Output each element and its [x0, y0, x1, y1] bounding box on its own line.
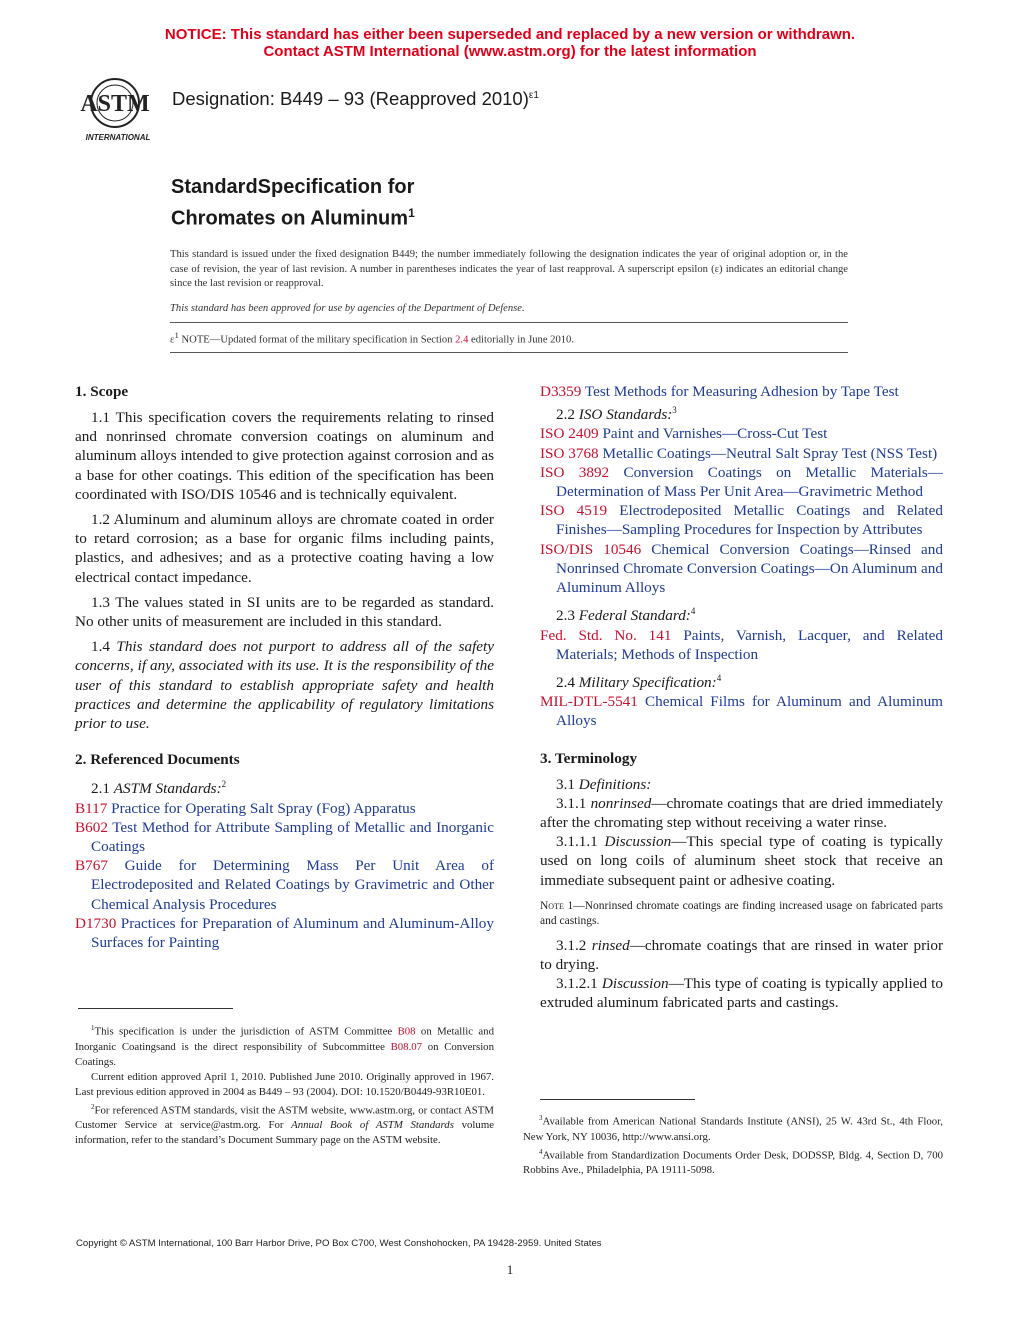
- ref-iso-4519-code[interactable]: ISO 4519: [540, 502, 608, 520]
- eps-note-pre: NOTE—Updated format of the military specification in Section: [178, 334, 456, 346]
- ref-d1730[interactable]: [75, 914, 494, 952]
- para-2-1-sup: 2: [221, 779, 227, 790]
- logo-subtitle: INTERNATIONAL: [85, 133, 151, 142]
- ref-d3359[interactable]: [540, 382, 943, 401]
- para-2-4-text: Military Specification:: [578, 674, 717, 692]
- ref-mil-dtl-5541-title[interactable]: Chemical Films for Aluminum and Aluminum Alloys: [556, 693, 943, 730]
- para-1-2: 1.2 Aluminum and aluminum alloys are chromate coated in order to retard corrosion; as a base for organic films including paints, plastics, and adhesives; and as a protective coating having a low electrical contact impedance.: [75, 511, 494, 586]
- ref-iso-3892[interactable]: [540, 463, 943, 501]
- footnote-1-c: on Conversion Coatings.: [75, 1040, 494, 1068]
- ref-d1730-code[interactable]: D1730: [75, 914, 117, 932]
- para-2-1-text: ASTM Standards:: [113, 780, 222, 798]
- ref-iso-2409-code[interactable]: ISO 2409: [540, 425, 599, 443]
- ref-iso-3768-code[interactable]: ISO 3768: [540, 444, 599, 462]
- eps-symbol: ε: [170, 334, 175, 346]
- section-2-heading: 2. Referenced Documents: [75, 751, 240, 769]
- left-footnote-rule: [78, 1008, 233, 1009]
- para-3-1-num: 3.1: [556, 775, 579, 793]
- note-1-label: Note 1: [540, 899, 574, 912]
- para-3-1-1-num: 3.1.1: [556, 794, 591, 812]
- ref-b767-code[interactable]: B767: [75, 857, 108, 875]
- designation-text: Designation: B449 – 93 (Reapproved 2010): [172, 88, 529, 109]
- ref-iso-2409[interactable]: [540, 424, 943, 443]
- para-3-1-2-1-text: —This type of coating is typically applied to extruded aluminum fabricated parts and castings.: [540, 975, 943, 1012]
- eps-note-post: editorially in June 2010.: [468, 334, 575, 346]
- footnote-3-num: 3: [539, 1114, 543, 1122]
- notice-line-1: NOTICE: This standard has either been superseded and replaced by a new version or withdrawn.: [164, 26, 856, 43]
- subcommittee-b08-07-link[interactable]: B08.07: [390, 1040, 423, 1053]
- right-footnote-rule: [540, 1099, 695, 1100]
- ref-fed-std-141-title[interactable]: Paints, Varnish, Lacquer, and Related Materials; Methods of Inspection: [556, 626, 943, 663]
- dod-approval: This standard has been approved for use by agencies of the Department of Defense.: [170, 303, 525, 314]
- notice-line-2: Contact ASTM International (www.astm.org) for the latest information: [263, 43, 757, 60]
- para-3-1-2-1-term: Discussion: [601, 975, 669, 993]
- footnote-2-b: volume information, refer to the standard’s Document Summary page on the ASTM website.: [75, 1119, 495, 1147]
- para-3-1-text: Definitions:: [578, 775, 652, 793]
- epsilon-note: [170, 322, 848, 353]
- document-title: [171, 174, 415, 232]
- footnote-3: [523, 1111, 943, 1145]
- para-2-3-text: Federal Standard:: [578, 607, 691, 625]
- ref-b767[interactable]: [75, 856, 494, 914]
- footnote-1-a: This specification is under the jurisdiction of ASTM Committee: [94, 1025, 398, 1038]
- para-3-1-1-1: [540, 832, 943, 890]
- footnote-4-num: 4: [539, 1147, 543, 1156]
- copyright-line: Copyright © ASTM International, 100 Barr Harbor Drive, PO Box C700, West Conshohocken, PA 19428-2959. United States: [76, 1238, 602, 1249]
- section-1-heading: 1. Scope: [75, 383, 129, 400]
- right-column: [540, 382, 943, 1013]
- ref-fed-std-141-code[interactable]: Fed. Std. No. 141: [540, 626, 672, 644]
- title-line-2: Chromates on Aluminum: [171, 207, 409, 230]
- ref-b602-title[interactable]: Test Method for Attribute Sampling of Metallic and Inorganic Coatings: [91, 818, 494, 855]
- para-3-1-2-1: [540, 974, 943, 1012]
- para-2-3: [540, 602, 943, 625]
- para-2-4: [540, 669, 943, 692]
- para-3-1-1-text: —chromate coatings that are dried immediately after the chromating step without receiving a water rinse.: [540, 794, 943, 832]
- para-2-4-sup: 4: [716, 672, 722, 683]
- para-3-1-2: [540, 936, 943, 974]
- note-1-text: —Nonrinsed chromate coatings are finding increased usage on fabricated parts and castings.: [540, 899, 943, 928]
- footnote-2-num: 2: [91, 1102, 95, 1111]
- ref-iso-3892-title[interactable]: Conversion Coatings on Metallic Materials—Determination of Mass Per Unit Area—Gravimetric Method: [556, 463, 943, 501]
- para-2-2-sup: 3: [672, 405, 677, 416]
- ref-d1730-title[interactable]: Practices for Preparation of Aluminum and Aluminum-Alloy Surfaces for Painting: [91, 914, 494, 951]
- note-1: [540, 899, 943, 930]
- ref-iso-dis-10546[interactable]: [540, 540, 943, 598]
- ref-iso-dis-10546-title[interactable]: Chemical Conversion Coatings—Rinsed and Nonrinsed Chromate Conversion Coatings—On Aluminum and Aluminum Alloys: [556, 540, 943, 597]
- ref-b602-code[interactable]: B602: [75, 818, 108, 836]
- eps-sup: 1: [174, 330, 179, 340]
- para-1-3: 1.3 The values stated in SI units are to be regarded as standard. No other units of measurement are included in this standard.: [75, 593, 494, 631]
- para-2-3-sup: 4: [690, 606, 696, 617]
- ref-b117-title[interactable]: Practice for Operating Salt Spray (Fog) Apparatus: [107, 799, 416, 817]
- footnote-3-text: Available from American National Standards Institute (ANSI), 25 W. 43rd St., 4th Floor, New York, NY 10036, http://www.ansi.org.: [523, 1115, 943, 1143]
- para-1-4-text: This standard does not purport to address all of the safety concerns, if any, associated with its use. It is the responsibility of the user of this standard to establish appropriate safety and health practices and determine the applicability of regulatory limitations prior to use.: [75, 638, 495, 733]
- footnote-4: [523, 1145, 943, 1179]
- right-footnotes: [523, 1111, 943, 1178]
- ref-iso-4519[interactable]: [540, 501, 943, 539]
- para-1-4: [75, 637, 494, 733]
- ref-fed-std-141[interactable]: [540, 626, 943, 664]
- para-3-1-2-num: 3.1.2: [556, 936, 592, 954]
- left-column: [75, 382, 494, 952]
- footnote-1-b: on Metallic and Inorganic Coatingsand is the direct responsibility of Subcommittee: [75, 1025, 494, 1053]
- ref-mil-dtl-5541-code[interactable]: MIL-DTL-5541: [540, 693, 638, 711]
- astm-logo-icon: [74, 74, 164, 144]
- left-footnotes: [75, 1021, 494, 1148]
- para-1-4-num: 1.4: [91, 638, 117, 656]
- title-line-1: StandardSpecification for: [171, 176, 415, 198]
- ref-iso-4519-title[interactable]: Electrodeposited Metallic Coatings and Related Finishes—Sampling Procedures for Inspection by Attributes: [556, 502, 943, 539]
- ref-b767-title[interactable]: Guide for Determining Mass Per Unit Area of Electrodeposited and Related Coatings by Gravimetric and Other Chemical Analysis Procedures: [91, 857, 494, 913]
- ref-iso-3892-code[interactable]: ISO 3892: [540, 463, 610, 481]
- ref-b602[interactable]: [75, 818, 494, 856]
- footnote-1-num: 1: [91, 1024, 95, 1032]
- para-3-1-2-text: —chromate coatings that are rinsed in water prior to drying.: [540, 936, 943, 974]
- para-3-1-1-term: nonrinsed: [590, 794, 652, 812]
- ref-d3359-title[interactable]: Test Methods for Measuring Adhesion by Tape Test: [581, 383, 899, 400]
- ref-iso-3768-title[interactable]: Metallic Coatings—Neutral Salt Spray Test (NSS Test): [598, 444, 938, 462]
- para-2-1-num: 2.1: [91, 780, 114, 798]
- footnote-1: [75, 1021, 494, 1070]
- para-3-1-1: [540, 794, 943, 832]
- section-2-4-link[interactable]: 2.4: [455, 334, 469, 346]
- page-number: 1: [506, 1262, 514, 1277]
- para-3-1-1-1-text: —This special type of coating is typically used on long coils of aluminum sheet stock that receive an immediate subsequent paint or adhesive coating.: [540, 833, 943, 889]
- para-2-3-num: 2.3: [556, 607, 579, 625]
- footnote-4-text: Available from Standardization Documents Order Desk, DODSSP, Bldg. 4, Section D, 700 Robbins Ave., Philadelphia, PA 19111-5098.: [523, 1149, 943, 1177]
- para-3-1-2-term: rinsed: [591, 936, 630, 954]
- designation: [172, 88, 539, 110]
- para-2-2-num: 2.2: [556, 406, 579, 424]
- withdrawn-notice: [0, 26, 1020, 60]
- para-2-2-text: ISO Standards:: [578, 406, 673, 424]
- logo-letters: ASTM: [80, 91, 150, 117]
- footnote-2-italic: Annual Book of ASTM Standards: [291, 1119, 454, 1132]
- para-2-1: [75, 775, 494, 798]
- ref-iso-3768[interactable]: [540, 444, 943, 463]
- ref-b117-code[interactable]: B117: [75, 799, 108, 817]
- para-3-1-1-1-num: 3.1.1.1: [556, 833, 605, 851]
- ref-d3359-code[interactable]: D3359: [540, 383, 582, 400]
- ref-mil-dtl-5541[interactable]: [540, 692, 943, 730]
- designation-sup: ε1: [528, 89, 539, 101]
- footnote-2-a: For referenced ASTM standards, visit the ASTM website, www.astm.org, or contact ASTM Customer Service at service@astm.org. For: [75, 1104, 494, 1132]
- para-2-4-num: 2.4: [556, 674, 579, 692]
- footnote-2: [75, 1100, 494, 1149]
- ref-b117[interactable]: [75, 799, 494, 818]
- committee-b08-link[interactable]: B08: [397, 1025, 416, 1038]
- para-2-2: [540, 401, 943, 424]
- title-sup: 1: [408, 206, 415, 220]
- ref-iso-dis-10546-code[interactable]: ISO/DIS 10546: [540, 540, 642, 558]
- para-3-1-2-1-num: 3.1.2.1: [556, 975, 602, 993]
- issued-statement: This standard is issued under the fixed designation B449; the number immediately following the designation indicates the year of original adoption or, in the case of revision, the year of last revision. A number in parentheses indicates the year of last reapproval. A superscript epsilon (ε) indicates an editorial change since the last revision or reapproval.: [170, 249, 848, 290]
- para-1-1: 1.1 This specification covers the requirements relating to rinsed and nonrinsed chromate conversion coatings on aluminum and aluminum alloys intended to give protection against corrosion and as a base for other coatings. This edition of the specification has been coordinated with ISO/DIS 10546 and is technically equivalent.: [75, 409, 494, 503]
- ref-iso-2409-title[interactable]: Paint and Varnishes—Cross-Cut Test: [598, 425, 828, 443]
- para-3-1: [540, 775, 943, 794]
- astm-logo: [74, 74, 164, 144]
- para-3-1-1-1-term: Discussion: [604, 833, 672, 851]
- section-3-heading: 3. Terminology: [540, 749, 638, 767]
- footnote-1-edition: Current edition approved April 1, 2010. Published June 2010. Originally approved in 1967. Last previous edition approved in 2004 as B449 – 93 (2004). DOI: 10.1520/B0449-93R10E01.: [75, 1070, 494, 1098]
